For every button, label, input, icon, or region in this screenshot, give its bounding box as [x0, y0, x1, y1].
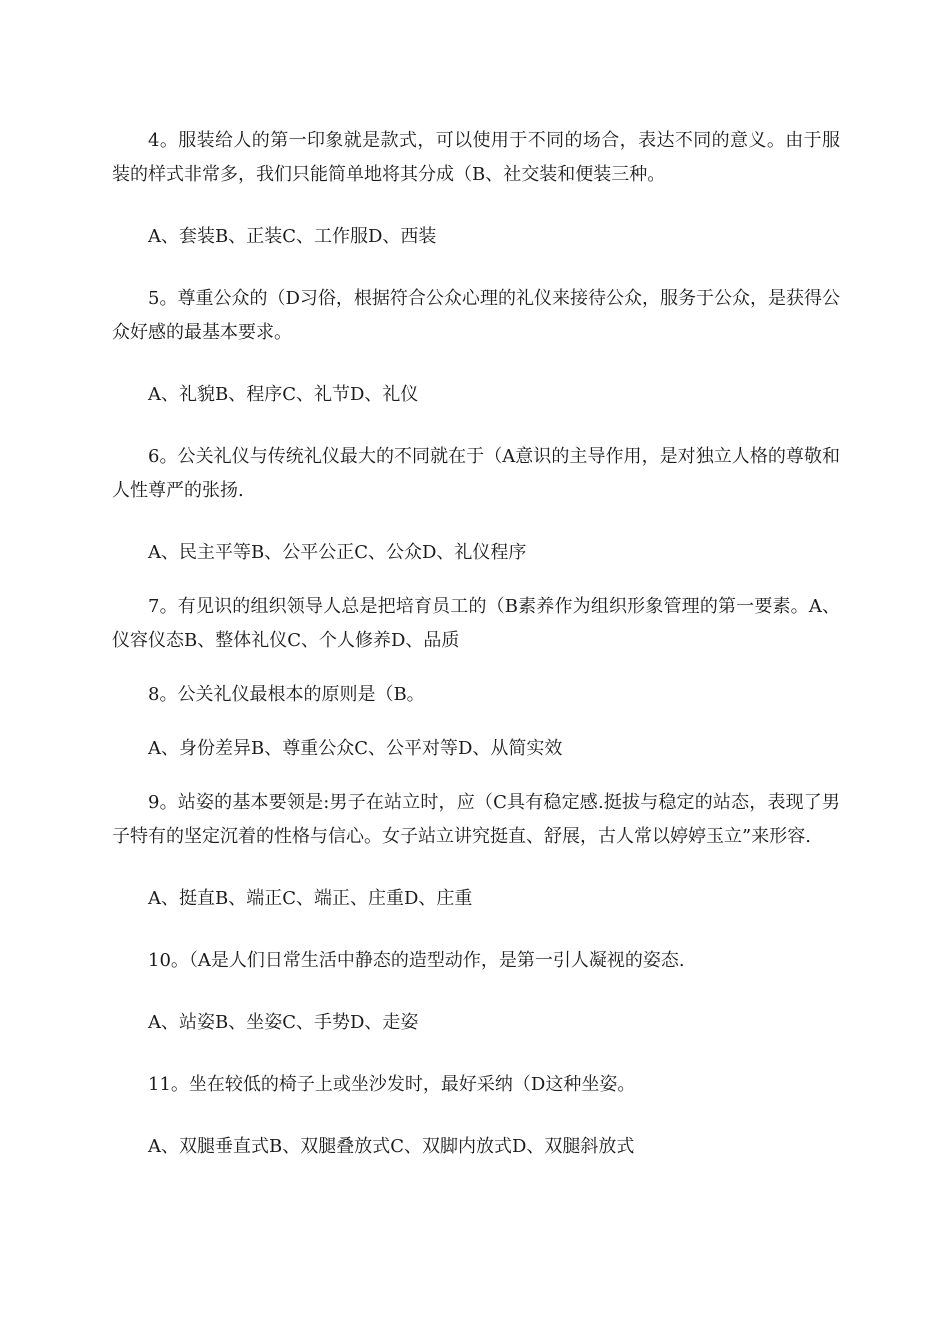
- document-body: [112, 124, 840, 1164]
- question-9-options: A、挺直B、端正C、端正、庄重D、庄重: [148, 888, 473, 909]
- question-8-stem: 8。公关礼仪最根本的原则是（B。: [148, 684, 425, 705]
- question-10-options: A、站姿B、坐姿C、手势D、走姿: [148, 1012, 419, 1033]
- question-10-stem: 10。（A是人们日常生活中静态的造型动作，是第一引人凝视的姿态.: [148, 950, 685, 971]
- question-4-options: A、套装B、正装C、工作服D、西装: [148, 226, 437, 247]
- question-11-options: A、双腿垂直式B、双腿叠放式C、双脚内放式D、双腿斜放式: [148, 1136, 635, 1157]
- question-9-stem: 9。站姿的基本要领是:男子在站立时，应（C具有稳定感.挺拔与稳定的站态，表现了男子特有的坚定沉着的性格与信心。女子站立讲究挺直、舒展，古人常以婷婷玉立”来形容.: [112, 792, 840, 847]
- question-7-stem: 7。有见识的组织领导人总是把培育员工的（B素养作为组织形象管理的第一要素。A、仪容仪态B、整体礼仪C、个人修养D、品质: [112, 596, 840, 651]
- question-4-stem: 4。服装给人的第一印象就是款式，可以使用于不同的场合，表达不同的意义。由于服装的样式非常多，我们只能简单地将其分成（B、社交装和便装三种。: [112, 130, 840, 185]
- question-5-options: A、礼貌B、程序C、礼节D、礼仪: [148, 384, 419, 405]
- question-11-stem: 11。坐在较低的椅子上或坐沙发时，最好采纳（D这种坐姿。: [148, 1074, 636, 1095]
- question-6-options: A、民主平等B、公平公正C、公众D、礼仪程序: [148, 542, 527, 563]
- question-6-stem: 6。公关礼仪与传统礼仪最大的不同就在于（A意识的主导作用，是对独立人格的尊敬和人性尊严的张扬.: [112, 446, 840, 501]
- question-5-stem: 5。尊重公众的（D习俗，根据符合公众心理的礼仪来接待公众，服务于公众，是获得公众好感的最基本要求。: [112, 288, 840, 343]
- question-8-options: A、身份差异B、尊重公众C、公平对等D、从简实效: [148, 738, 563, 759]
